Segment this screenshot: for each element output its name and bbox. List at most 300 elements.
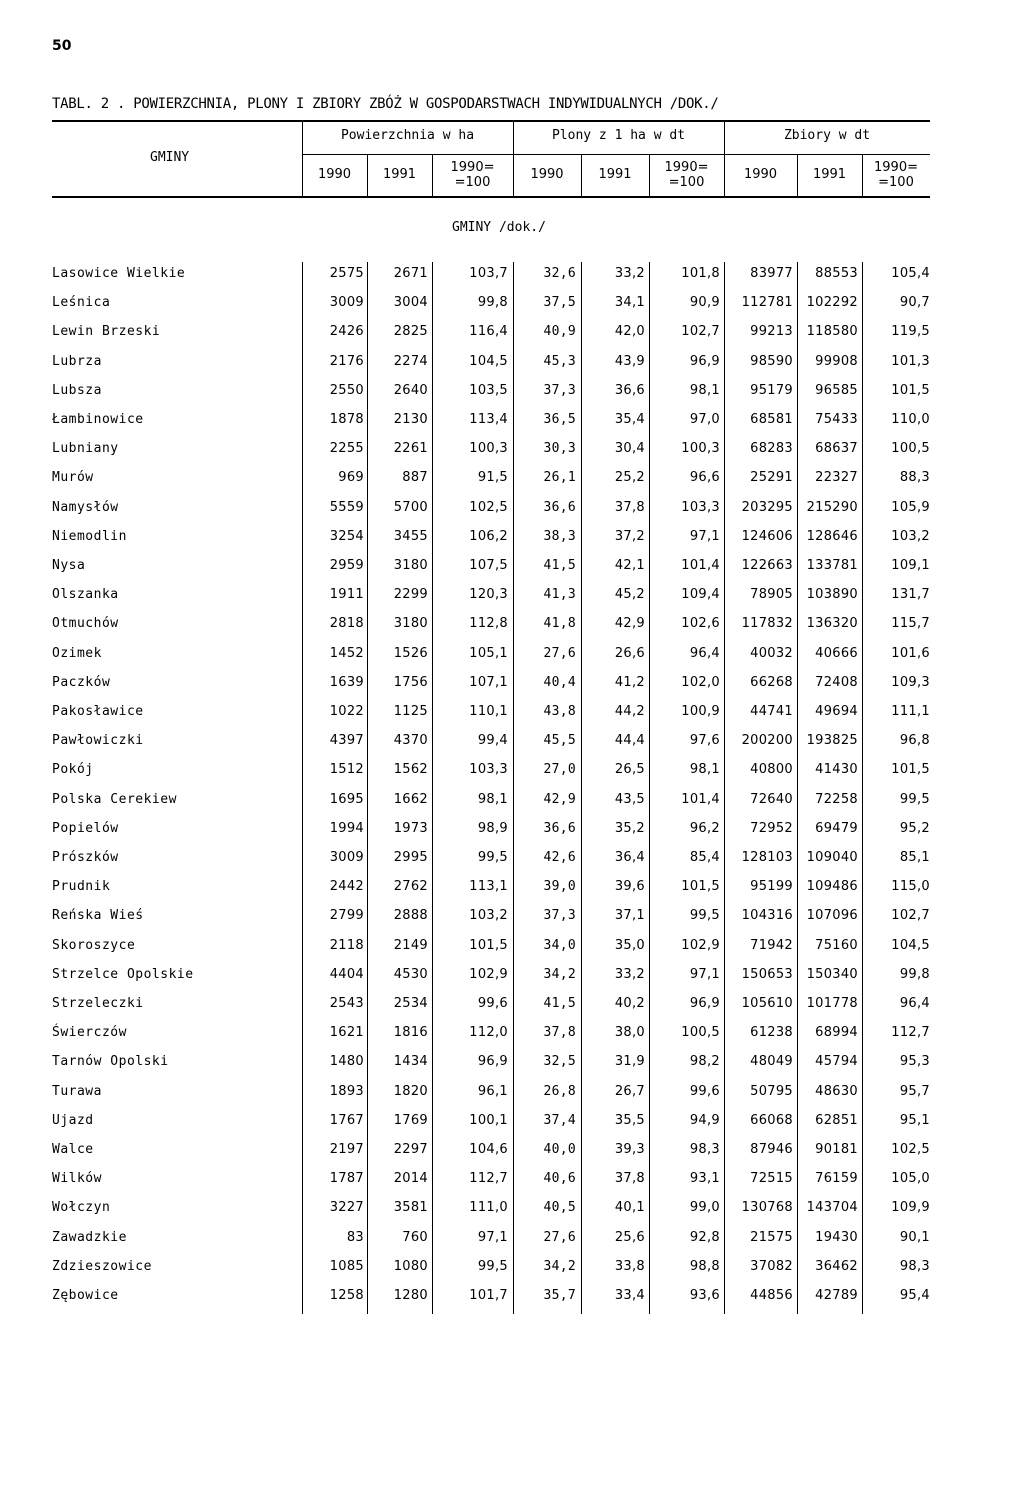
table-row — [0, 470, 1024, 499]
cell-yield-1990: 41,5 — [543, 558, 576, 573]
cell-yield-index: 99,0 — [689, 1200, 720, 1216]
table-row — [0, 908, 1024, 937]
cell-harvest-1990: 95179 — [750, 382, 793, 398]
cell-harvest-index: 102,5 — [891, 1142, 930, 1157]
row-name: Prószków — [52, 850, 119, 865]
table-row — [0, 529, 1024, 558]
cell-harvest-index: 115,0 — [891, 879, 930, 895]
row-name: Popielów — [52, 820, 119, 836]
table-row — [0, 938, 1024, 967]
cell-area-1990: 83 — [346, 1229, 364, 1245]
cell-harvest-1990: 104316 — [741, 908, 793, 924]
header-top-rule — [52, 120, 930, 122]
cell-area-index: 102,5 — [469, 499, 508, 515]
page-number: 50 — [52, 38, 72, 54]
cell-harvest-1991: 69479 — [815, 820, 858, 836]
section-label: GMINY /dok./ — [452, 220, 546, 235]
cell-yield-1990: 45,5 — [543, 733, 576, 749]
cell-area-index: 99,4 — [477, 733, 508, 749]
row-name: Wołczyn — [52, 1200, 111, 1216]
row-name: Zawadzkie — [52, 1229, 127, 1245]
cell-area-index: 99,8 — [477, 295, 508, 311]
cell-harvest-1990: 68283 — [750, 441, 793, 457]
cell-area-1990: 5559 — [329, 499, 364, 515]
table-row — [0, 500, 1024, 529]
cell-harvest-1990: 21575 — [750, 1229, 793, 1245]
cell-area-1990: 2799 — [329, 908, 364, 924]
row-name: Lasowice Wielkie — [52, 266, 186, 281]
cell-yield-index: 96,2 — [689, 820, 720, 836]
cell-yield-1991: 37,2 — [614, 528, 645, 544]
cell-harvest-1991: 49694 — [815, 704, 858, 719]
cell-harvest-index: 99,5 — [899, 791, 930, 807]
cell-yield-index: 98,1 — [689, 382, 720, 398]
cell-area-1991: 2671 — [393, 266, 428, 281]
row-name: Zębowice — [52, 1288, 119, 1303]
cell-yield-1990: 36,5 — [543, 412, 576, 427]
cell-yield-1990: 30,3 — [543, 441, 576, 457]
cell-harvest-1991: 75433 — [815, 412, 858, 427]
cell-area-1990: 1878 — [329, 412, 364, 427]
cell-area-index: 100,3 — [469, 441, 508, 457]
cell-yield-index: 100,3 — [681, 441, 720, 457]
cell-yield-index: 98,2 — [689, 1054, 720, 1070]
cell-harvest-1991: 72408 — [815, 674, 858, 690]
cell-harvest-index: 109,3 — [891, 674, 930, 690]
cell-harvest-1991: 36462 — [815, 1258, 858, 1274]
cell-area-index: 107,5 — [469, 558, 508, 573]
cell-harvest-index: 95,2 — [899, 820, 930, 836]
year-1990-header: 1990 — [317, 167, 352, 182]
cell-harvest-1990: 40032 — [750, 645, 793, 661]
cell-area-index: 111,0 — [469, 1200, 508, 1216]
row-name: Pawłowiczki — [52, 733, 144, 749]
cell-harvest-1991: 62851 — [815, 1112, 858, 1128]
cell-harvest-1991: 68637 — [815, 441, 858, 457]
cell-harvest-index: 131,7 — [891, 587, 930, 603]
cell-area-1990: 1695 — [329, 791, 364, 807]
cell-harvest-1991: 96585 — [815, 382, 858, 398]
cell-harvest-1990: 130768 — [741, 1200, 793, 1216]
cell-area-1990: 1621 — [329, 1025, 364, 1041]
cell-yield-index: 92,8 — [689, 1229, 720, 1245]
cell-yield-index: 102,9 — [681, 937, 720, 953]
cell-area-index: 96,1 — [477, 1083, 508, 1099]
year-1990-header: 1990 — [743, 167, 778, 182]
cell-harvest-1990: 72952 — [750, 820, 793, 836]
row-name: Prudnik — [52, 879, 111, 895]
cell-area-1990: 2818 — [329, 616, 364, 632]
cell-area-1991: 1125 — [393, 704, 428, 719]
cell-yield-index: 97,1 — [689, 966, 720, 982]
row-name: Ozimek — [52, 645, 102, 661]
cell-yield-1990: 37,3 — [543, 908, 576, 924]
cell-harvest-index: 105,9 — [891, 499, 930, 515]
row-name: Niemodlin — [52, 528, 127, 544]
year-1990-header: 1990 — [530, 167, 564, 182]
cell-yield-1990: 40,6 — [543, 1171, 576, 1187]
row-name: Pakosławice — [52, 704, 144, 719]
cell-yield-1991: 41,2 — [614, 674, 645, 690]
index-header-line2: =100 — [668, 175, 705, 190]
cell-area-1991: 4370 — [393, 733, 428, 749]
cell-yield-1991: 26,7 — [614, 1083, 645, 1099]
cell-yield-1990: 41,3 — [543, 587, 576, 603]
cell-yield-index: 97,1 — [689, 528, 720, 544]
table-row — [0, 1025, 1024, 1054]
cell-area-1991: 3180 — [393, 558, 428, 573]
table-row — [0, 967, 1024, 996]
cell-harvest-1990: 44741 — [750, 704, 793, 719]
cell-yield-index: 97,6 — [689, 733, 720, 749]
cell-harvest-1990: 72515 — [750, 1171, 793, 1187]
cell-area-1990: 3009 — [329, 850, 364, 865]
table-row — [0, 733, 1024, 762]
cell-area-1990: 3227 — [329, 1200, 364, 1216]
cell-harvest-index: 112,7 — [891, 1025, 930, 1041]
cell-harvest-1991: 109486 — [806, 879, 858, 895]
cell-area-index: 103,3 — [469, 762, 508, 778]
cell-area-index: 104,6 — [469, 1142, 508, 1157]
cell-yield-1991: 44,4 — [614, 733, 645, 749]
cell-area-1990: 1639 — [329, 674, 364, 690]
cell-yield-1991: 35,4 — [614, 412, 645, 427]
cell-area-1990: 4397 — [329, 733, 364, 749]
row-name: Lewin Brzeski — [52, 324, 161, 340]
cell-harvest-1991: 133781 — [806, 558, 858, 573]
cell-yield-1991: 40,1 — [614, 1200, 645, 1216]
cell-area-1990: 2442 — [329, 879, 364, 895]
table-row — [0, 1113, 1024, 1142]
cell-area-index: 104,5 — [469, 353, 508, 369]
cell-yield-1991: 38,0 — [614, 1025, 645, 1041]
cell-yield-index: 97,0 — [689, 412, 720, 427]
cell-area-index: 113,4 — [469, 412, 508, 427]
cell-area-1991: 1820 — [393, 1083, 428, 1099]
cell-yield-1991: 42,1 — [614, 558, 645, 573]
cell-area-index: 116,4 — [469, 324, 508, 340]
header-middle-rule — [302, 154, 930, 155]
cell-area-1991: 2299 — [393, 587, 428, 603]
cell-yield-index: 98,1 — [689, 762, 720, 778]
cell-harvest-index: 96,4 — [899, 996, 930, 1011]
cell-area-1990: 1258 — [329, 1288, 364, 1303]
row-name: Reńska Wieś — [52, 908, 144, 924]
cell-yield-1991: 44,2 — [614, 704, 645, 719]
cell-area-1991: 2261 — [393, 441, 428, 457]
cell-harvest-1991: 22327 — [815, 470, 858, 486]
cell-area-1990: 2197 — [329, 1142, 364, 1157]
cell-harvest-index: 88,3 — [899, 470, 930, 486]
cell-area-1990: 1767 — [329, 1112, 364, 1128]
index-header — [649, 160, 724, 190]
cell-area-1990: 969 — [338, 470, 364, 486]
cell-yield-1991: 25,2 — [614, 470, 645, 486]
cell-yield-1991: 35,0 — [614, 937, 645, 953]
cell-yield-1991: 39,3 — [614, 1142, 645, 1157]
cell-harvest-1991: 107096 — [806, 908, 858, 924]
cell-yield-1991: 30,4 — [614, 441, 645, 457]
cell-harvest-1990: 117832 — [741, 616, 793, 632]
table-row — [0, 616, 1024, 645]
cell-area-index: 101,5 — [469, 937, 508, 953]
cell-area-1991: 2297 — [393, 1142, 428, 1157]
row-name: Strzeleczki — [52, 996, 144, 1011]
table-row — [0, 675, 1024, 704]
cell-area-1991: 2825 — [393, 324, 428, 340]
cell-harvest-index: 96,8 — [899, 733, 930, 749]
cell-harvest-index: 101,5 — [891, 762, 930, 778]
cell-harvest-index: 115,7 — [891, 616, 930, 632]
cell-harvest-1990: 98590 — [750, 353, 793, 369]
table-row — [0, 762, 1024, 791]
cell-yield-1991: 33,8 — [614, 1258, 645, 1274]
cell-yield-index: 101,8 — [681, 266, 720, 281]
cell-harvest-1990: 124606 — [741, 528, 793, 544]
table-row — [0, 704, 1024, 733]
cell-harvest-1991: 150340 — [806, 966, 858, 982]
cell-harvest-index: 105,4 — [891, 266, 930, 281]
cell-yield-index: 103,3 — [681, 499, 720, 515]
cell-harvest-index: 119,5 — [891, 324, 930, 340]
cell-area-index: 97,1 — [477, 1229, 508, 1245]
cell-harvest-index: 105,0 — [891, 1171, 930, 1187]
cell-yield-1991: 33,2 — [614, 966, 645, 982]
cell-yield-1990: 45,3 — [543, 353, 576, 369]
cell-harvest-1990: 128103 — [741, 850, 793, 865]
table-row — [0, 412, 1024, 441]
group-header-yield: Plony z 1 ha w dt — [551, 128, 686, 143]
cell-yield-index: 100,9 — [681, 704, 720, 719]
row-name: Łambinowice — [52, 412, 144, 427]
cell-yield-1991: 33,4 — [614, 1288, 645, 1303]
cell-area-1990: 2176 — [329, 353, 364, 369]
cell-yield-1991: 37,8 — [614, 499, 645, 515]
cell-harvest-1991: 136320 — [806, 616, 858, 632]
cell-area-1990: 1893 — [329, 1083, 364, 1099]
cell-yield-1990: 34,0 — [543, 937, 576, 953]
cell-harvest-1990: 203295 — [741, 499, 793, 515]
cell-harvest-index: 111,1 — [891, 704, 930, 719]
index-header-line1: 1990= — [874, 160, 918, 175]
table-row — [0, 558, 1024, 587]
cell-yield-index: 99,5 — [689, 908, 720, 924]
cell-area-index: 112,7 — [469, 1171, 508, 1187]
cell-harvest-1990: 122663 — [741, 558, 793, 573]
cell-harvest-1991: 48630 — [815, 1083, 858, 1099]
table-row — [0, 996, 1024, 1025]
row-name: Strzelce Opolskie — [52, 966, 194, 982]
table-row — [0, 1054, 1024, 1083]
cell-yield-1991: 36,4 — [614, 850, 645, 865]
cell-yield-1990: 40,4 — [543, 674, 576, 690]
cell-harvest-index: 99,8 — [899, 966, 930, 982]
cell-area-1991: 1080 — [393, 1258, 428, 1274]
cell-yield-1990: 34,2 — [543, 966, 576, 982]
cell-yield-index: 96,9 — [689, 353, 720, 369]
table-title: TABL. 2 . POWIERZCHNIA, PLONY I ZBIORY ZBÓŻ W GOSPODARSTWACH INDYWIDUALNYCH /DOK./ — [52, 96, 719, 112]
cell-harvest-index: 85,1 — [899, 850, 930, 865]
cell-area-index: 103,7 — [469, 266, 508, 281]
cell-harvest-index: 101,3 — [891, 353, 930, 369]
cell-area-1991: 2274 — [393, 353, 428, 369]
row-name: Otmuchów — [52, 616, 119, 632]
cell-area-1990: 2118 — [329, 937, 364, 953]
cell-area-1991: 1816 — [393, 1025, 428, 1041]
cell-harvest-1991: 99908 — [815, 353, 858, 369]
cell-area-1991: 1434 — [393, 1054, 428, 1070]
row-name: Nysa — [52, 558, 86, 573]
cell-harvest-index: 98,3 — [899, 1258, 930, 1274]
cell-area-1990: 1452 — [329, 645, 364, 661]
cell-yield-1991: 43,5 — [614, 791, 645, 807]
cell-harvest-index: 109,9 — [891, 1200, 930, 1216]
cell-yield-1990: 40,5 — [543, 1200, 576, 1216]
cell-harvest-1990: 44856 — [750, 1288, 793, 1303]
row-name: Pokój — [52, 762, 94, 778]
group-header-harvest: Zbiory w dt — [783, 128, 871, 143]
table-row — [0, 441, 1024, 470]
row-name: Zdzieszowice — [52, 1258, 152, 1274]
cell-area-1990: 2426 — [329, 324, 364, 340]
cell-yield-index: 98,8 — [689, 1258, 720, 1274]
cell-harvest-1990: 66068 — [750, 1112, 793, 1128]
cell-harvest-1991: 40666 — [815, 645, 858, 661]
cell-yield-1991: 45,2 — [614, 587, 645, 603]
table-row — [0, 354, 1024, 383]
cell-harvest-1991: 90181 — [815, 1142, 858, 1157]
cell-area-1990: 1512 — [329, 762, 364, 778]
cell-yield-1990: 37,3 — [543, 382, 576, 398]
cell-area-index: 106,2 — [469, 528, 508, 544]
row-name: Walce — [52, 1142, 94, 1157]
year-1991-header: 1991 — [812, 167, 847, 182]
cell-area-index: 120,3 — [469, 587, 508, 603]
cell-yield-1990: 27,6 — [543, 1229, 576, 1245]
cell-area-1991: 2130 — [393, 412, 428, 427]
cell-area-1991: 1769 — [393, 1112, 428, 1128]
cell-harvest-1990: 50795 — [750, 1083, 793, 1099]
cell-harvest-1990: 66268 — [750, 674, 793, 690]
cell-area-index: 102,9 — [469, 966, 508, 982]
table-row — [0, 295, 1024, 324]
cell-yield-1990: 37,4 — [543, 1112, 576, 1128]
table-row — [0, 383, 1024, 412]
cell-harvest-1990: 48049 — [750, 1054, 793, 1070]
cell-yield-1991: 33,2 — [614, 266, 645, 281]
index-header-line1: 1990= — [450, 160, 495, 175]
cell-yield-1991: 31,9 — [614, 1054, 645, 1070]
cell-harvest-index: 95,4 — [899, 1288, 930, 1303]
cell-yield-1991: 37,8 — [614, 1171, 645, 1187]
cell-yield-index: 102,0 — [681, 674, 720, 690]
cell-area-1991: 2762 — [393, 879, 428, 895]
cell-area-1991: 2640 — [393, 382, 428, 398]
cell-harvest-index: 95,1 — [899, 1112, 930, 1128]
cell-area-1991: 3581 — [393, 1200, 428, 1216]
cell-area-1991: 2995 — [393, 850, 428, 865]
cell-area-1991: 3004 — [393, 295, 428, 311]
cell-harvest-index: 90,7 — [899, 295, 930, 311]
cell-harvest-1990: 37082 — [750, 1258, 793, 1274]
cell-harvest-1991: 68994 — [815, 1025, 858, 1041]
cell-harvest-index: 101,5 — [891, 382, 930, 398]
cell-yield-1990: 32,5 — [543, 1054, 576, 1070]
cell-harvest-1990: 99213 — [750, 324, 793, 340]
cell-area-1990: 2575 — [329, 266, 364, 281]
cell-yield-1991: 35,2 — [614, 820, 645, 836]
table-row — [0, 324, 1024, 353]
cell-yield-index: 101,4 — [681, 791, 720, 807]
cell-yield-index: 109,4 — [681, 587, 720, 603]
cell-area-1991: 3455 — [393, 528, 428, 544]
table-row — [0, 1171, 1024, 1200]
index-header-line2: =100 — [454, 175, 491, 190]
table-row — [0, 1259, 1024, 1288]
cell-harvest-1991: 75160 — [815, 937, 858, 953]
cell-yield-1991: 40,2 — [614, 996, 645, 1011]
cell-area-index: 99,5 — [477, 850, 508, 865]
table-row — [0, 587, 1024, 616]
cell-yield-index: 102,7 — [681, 324, 720, 340]
cell-yield-1991: 26,6 — [614, 645, 645, 661]
cell-area-1990: 4404 — [329, 966, 364, 982]
cell-area-index: 96,9 — [477, 1054, 508, 1070]
cell-area-index: 101,7 — [469, 1288, 508, 1303]
cell-harvest-index: 95,7 — [899, 1083, 930, 1099]
cell-area-index: 112,0 — [469, 1025, 508, 1041]
cell-area-1990: 1480 — [329, 1054, 364, 1070]
cell-yield-1990: 43,8 — [543, 704, 576, 719]
cell-harvest-1991: 101778 — [806, 996, 858, 1011]
cell-harvest-1990: 61238 — [750, 1025, 793, 1041]
cell-area-index: 112,8 — [469, 616, 508, 632]
cell-area-1990: 2543 — [329, 996, 364, 1011]
cell-yield-index: 90,9 — [689, 295, 720, 311]
cell-area-1991: 1973 — [393, 820, 428, 836]
cell-area-1990: 3009 — [329, 295, 364, 311]
cell-area-index: 110,1 — [469, 704, 508, 719]
cell-yield-index: 94,9 — [689, 1112, 720, 1128]
cell-harvest-1991: 193825 — [806, 733, 858, 749]
cell-area-index: 98,1 — [477, 791, 508, 807]
cell-yield-1990: 38,3 — [543, 528, 576, 544]
cell-harvest-1990: 105610 — [741, 996, 793, 1011]
table-row — [0, 266, 1024, 295]
row-name: Namysłów — [52, 499, 119, 515]
cell-yield-1991: 34,1 — [614, 295, 645, 311]
cell-area-1991: 2149 — [393, 937, 428, 953]
row-name: Tarnów Opolski — [52, 1054, 169, 1070]
table-row — [0, 1200, 1024, 1229]
cell-yield-index: 101,4 — [681, 558, 720, 573]
cell-harvest-index: 109,1 — [891, 558, 930, 573]
table-row — [0, 1084, 1024, 1113]
index-header — [432, 160, 513, 190]
cell-harvest-1990: 83977 — [750, 266, 793, 281]
cell-area-index: 99,5 — [477, 1258, 508, 1274]
cell-harvest-1991: 118580 — [806, 324, 858, 340]
cell-area-1990: 2255 — [329, 441, 364, 457]
cell-harvest-index: 104,5 — [891, 937, 930, 953]
cell-area-1990: 1085 — [329, 1258, 364, 1274]
cell-area-index: 107,1 — [469, 674, 508, 690]
cell-harvest-1991: 143704 — [806, 1200, 858, 1216]
row-name: Lubniany — [52, 441, 119, 457]
table-row — [0, 1288, 1024, 1317]
cell-yield-1990: 39,0 — [543, 879, 576, 895]
cell-area-1991: 4530 — [393, 966, 428, 982]
